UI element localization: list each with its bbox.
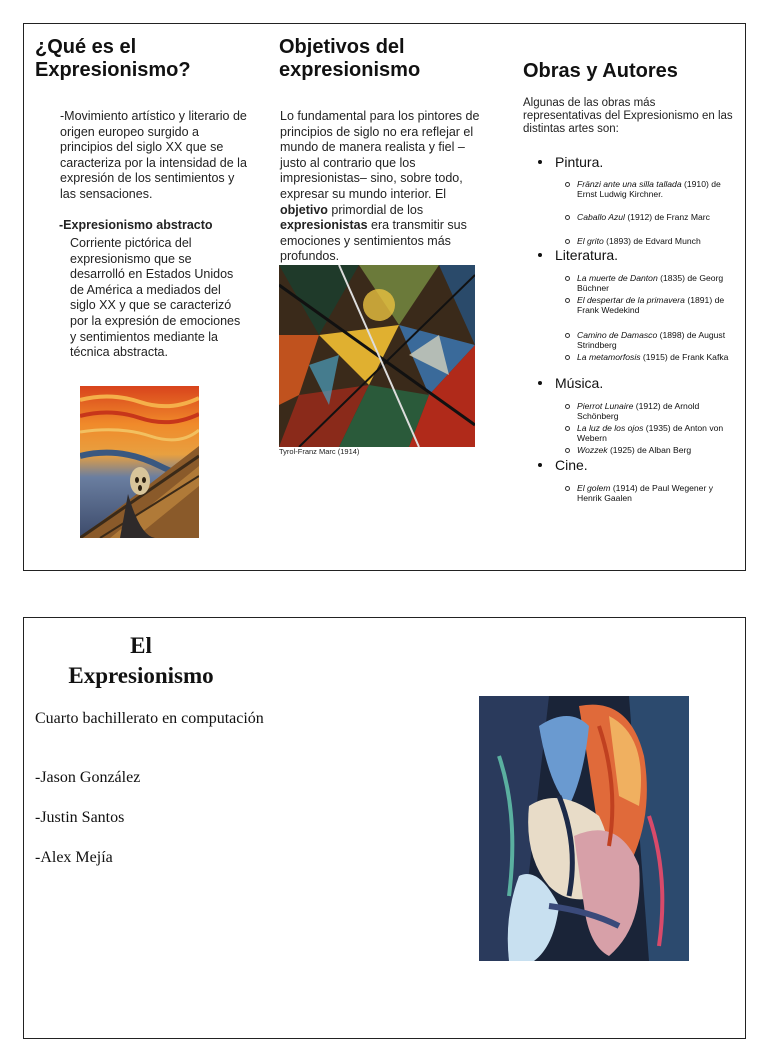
circle-bullet-icon [565,448,570,453]
work-detail: (1912) de Arnold Schönberg [577,401,700,422]
circle-bullet-icon [565,276,570,281]
category-painting [538,154,603,170]
author-name: -Jason González [35,769,141,786]
course-text: Cuarto bachillerato en computación [35,710,264,727]
objectives-text-part: era transmitir sus emociones y sentimientos más profundos. [280,218,467,264]
circle-bullet-icon [565,298,570,303]
cover-title-line: Expresionismo [68,663,214,688]
work-title: Pierrot Lunaire [577,401,634,411]
work-detail: (1935) de Anton von Webern [577,423,724,444]
work-title: La metamorfosis [577,352,641,362]
work-detail: (1915) de Frank Kafka [640,352,729,362]
circle-bullet-icon [565,333,570,338]
circle-bullet-icon [565,239,570,244]
work-title: La muerte de Danton [577,273,658,283]
abstract-expressionism-heading: -Expresionismo abstracto [59,218,213,232]
work-title: El grito [577,236,604,246]
work-detail: (1925) de Alban Berg [607,445,692,455]
list-item [577,330,737,351]
column3-title: Obras y Autores [523,60,678,82]
author-name: -Alex Mejía [35,849,113,866]
objectives-text [280,109,484,265]
work-title: El despertar de la primavera [577,295,685,305]
circle-bullet-icon [565,404,570,409]
work-detail: (1914) de Paul Wegener y Henrik Gaalen [577,483,713,504]
brochure-inside-page [23,23,746,571]
category-label: Literatura. [555,247,619,263]
list-item [577,212,737,222]
work-detail: (1912) de Franz Marc [624,212,710,222]
work-title: Caballo Azul [577,212,625,222]
author-name: -Justin Santos [35,809,125,826]
column1-title: ¿Qué es el Expresionismo? [35,36,191,81]
objectives-text-part: Lo fundamental para los pintores de principios de siglo no era reflejar el mundo de manera realista y fiel –justo al contrario que los impresionistas– sino, sobre todo, expresar su mundo interior. El [280,109,480,201]
objectives-bold-word: objetivo [280,202,328,217]
the-scream-painting-image [80,386,199,538]
expressionists-bold-word: expresionistas [280,218,368,233]
list-item [577,423,737,444]
work-detail: (1910) de Ernst Ludwig Kirchner. [577,179,721,200]
circle-bullet-icon [565,182,570,187]
bullet-icon [538,160,542,164]
list-item [577,401,737,422]
tyrol-painting-image [279,265,475,447]
brochure-cover-page [23,617,746,1039]
works-intro-text: Algunas de las obras más representativas del Expresionismo en las distintas artes son: [523,97,733,135]
circle-bullet-icon [565,215,570,220]
work-detail: (1835) de Georg Büchner [577,273,724,294]
column1-definition-text: -Movimiento artístico y literario de origen europeo surgido a principios del siglo XX que se caracteriza por la intensidad de la expresión de los sentimientos y las sensaciones. [60,109,247,201]
category-cinema [538,457,588,473]
abstract-expressionism-text: Corriente pictórica del expresionismo que se desarrolló en Estados Unidos de América a mediados del siglo XX y que se caracterizó por la expresión de emociones y sentimientos mediante la técnica abstracta. [70,236,241,360]
list-item [577,236,737,246]
list-item [577,483,737,504]
work-title: El golem [577,483,611,493]
work-detail: (1898) de August Strindberg [577,330,726,351]
work-detail: (1893) de Edvard Munch [603,236,701,246]
objectives-text-part: primordial de los [327,202,424,217]
circle-bullet-icon [565,426,570,431]
list-item [577,179,737,200]
category-label: Música. [555,375,604,391]
cover-title-line: El [130,633,152,658]
circle-bullet-icon [565,486,570,491]
list-item [577,445,737,455]
tyrol-painting-caption: Tyrol-Franz Marc (1914) [279,447,360,456]
category-literature [538,247,618,263]
work-title: La luz de los ojos [577,423,644,433]
cover-title [54,631,228,691]
list-item [577,295,737,316]
cover-painting-image [479,696,689,961]
work-detail: (1891) de Frank Wedekind [577,295,725,316]
category-label: Cine. [555,457,588,473]
bullet-icon [538,253,542,257]
list-item [577,273,737,294]
work-title: Fränzi ante una silla tallada [577,179,682,189]
category-music [538,375,603,391]
column2-title: Objetivos del expresionismo [279,36,421,81]
work-title: Wozzek [577,445,608,455]
bullet-icon [538,463,542,467]
work-title: Camino de Damasco [577,330,658,340]
circle-bullet-icon [565,355,570,360]
category-label: Pintura. [555,154,604,170]
list-item [577,352,737,362]
bullet-icon [538,381,542,385]
